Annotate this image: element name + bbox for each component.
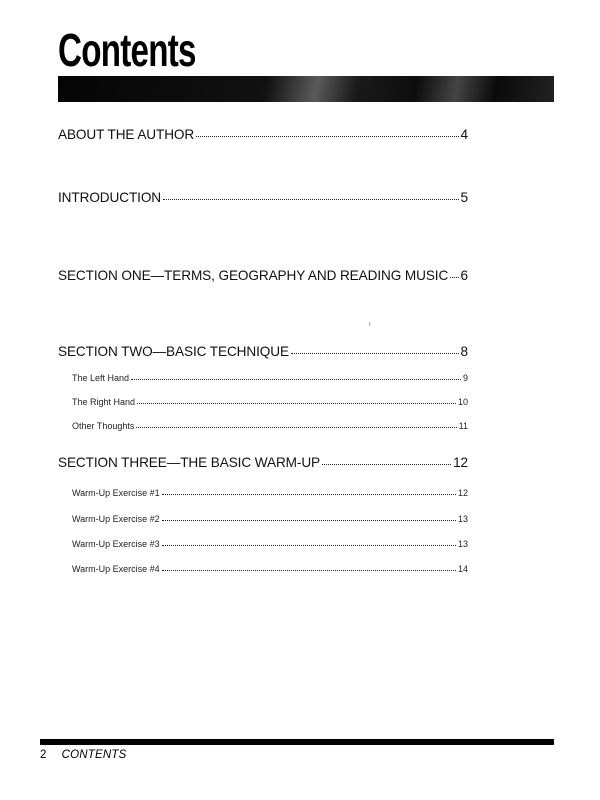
footer-section-name: CONTENTS bbox=[61, 749, 127, 761]
toc-entry-page: 9 bbox=[462, 373, 468, 383]
toc-entry-label: SECTION ONE—TERMS, GEOGRAPHY AND READING MUSIC bbox=[58, 268, 449, 283]
dot-leader bbox=[162, 570, 456, 571]
toc-entry-label: The Left Hand bbox=[72, 373, 130, 383]
toc-entry-page: 5 bbox=[460, 190, 468, 205]
toc-entry-label: INTRODUCTION bbox=[58, 190, 162, 205]
toc-entry-page: 4 bbox=[460, 127, 468, 142]
toc-entry-left-hand[interactable] bbox=[72, 373, 468, 383]
dot-leader bbox=[162, 520, 456, 521]
toc-entry-page: 12 bbox=[453, 455, 468, 470]
toc-entry-introduction[interactable] bbox=[58, 190, 468, 205]
footer-rule bbox=[40, 739, 554, 745]
toc-entry-label: The Right Hand bbox=[72, 397, 136, 407]
toc-entry-page: 12 bbox=[457, 488, 468, 498]
toc-entry-label: Warm-Up Exercise #1 bbox=[72, 488, 160, 498]
page-title: Contents bbox=[58, 24, 196, 76]
toc-entry-label: Warm-Up Exercise #4 bbox=[72, 564, 160, 574]
toc-entry-section-one[interactable] bbox=[58, 268, 468, 283]
toc-entry-section-three[interactable] bbox=[58, 455, 468, 470]
dot-leader bbox=[162, 494, 456, 495]
toc-entry-right-hand[interactable] bbox=[72, 397, 468, 407]
dot-leader bbox=[162, 545, 456, 546]
toc-entry-label: ABOUT THE AUTHOR bbox=[58, 127, 195, 142]
title-bar bbox=[58, 76, 554, 102]
dot-leader bbox=[322, 464, 451, 465]
toc-entry-section-two[interactable] bbox=[58, 344, 468, 359]
toc-entry-page: 6 bbox=[460, 268, 468, 283]
toc-entry-warm-up-1[interactable] bbox=[72, 488, 468, 498]
dot-leader bbox=[450, 277, 458, 278]
toc-entry-page: 13 bbox=[457, 539, 468, 549]
toc-entry-page: 10 bbox=[457, 397, 468, 407]
toc-entry-page: 14 bbox=[457, 564, 468, 574]
toc-entry-label: Other Thoughts bbox=[72, 421, 135, 431]
dot-leader bbox=[136, 427, 456, 428]
toc-entry-page: 11 bbox=[458, 421, 468, 431]
toc-entry-warm-up-2[interactable] bbox=[72, 514, 468, 524]
dot-leader bbox=[196, 136, 458, 137]
toc-entry-about-the-author[interactable] bbox=[58, 127, 468, 142]
dot-leader bbox=[163, 199, 459, 200]
stray-mark: ι bbox=[369, 321, 371, 328]
toc-entry-page: 13 bbox=[457, 514, 468, 524]
toc-entry-warm-up-4[interactable] bbox=[72, 564, 468, 574]
toc-entry-label: Warm-Up Exercise #3 bbox=[72, 539, 160, 549]
toc-entry-label: Warm-Up Exercise #2 bbox=[72, 514, 160, 524]
dot-leader bbox=[291, 353, 459, 354]
dot-leader bbox=[137, 403, 456, 404]
toc-entry-other-thoughts[interactable] bbox=[72, 421, 468, 431]
toc-entry-page: 8 bbox=[460, 344, 468, 359]
dot-leader bbox=[131, 379, 461, 380]
toc-entry-label: SECTION TWO—BASIC TECHNIQUE bbox=[58, 344, 289, 359]
toc-entry-warm-up-3[interactable] bbox=[72, 539, 468, 549]
toc-entry-label: SECTION THREE—THE BASIC WARM-UP bbox=[58, 455, 320, 470]
footer-page-number: 2 bbox=[40, 749, 47, 761]
page-footer bbox=[40, 749, 126, 761]
